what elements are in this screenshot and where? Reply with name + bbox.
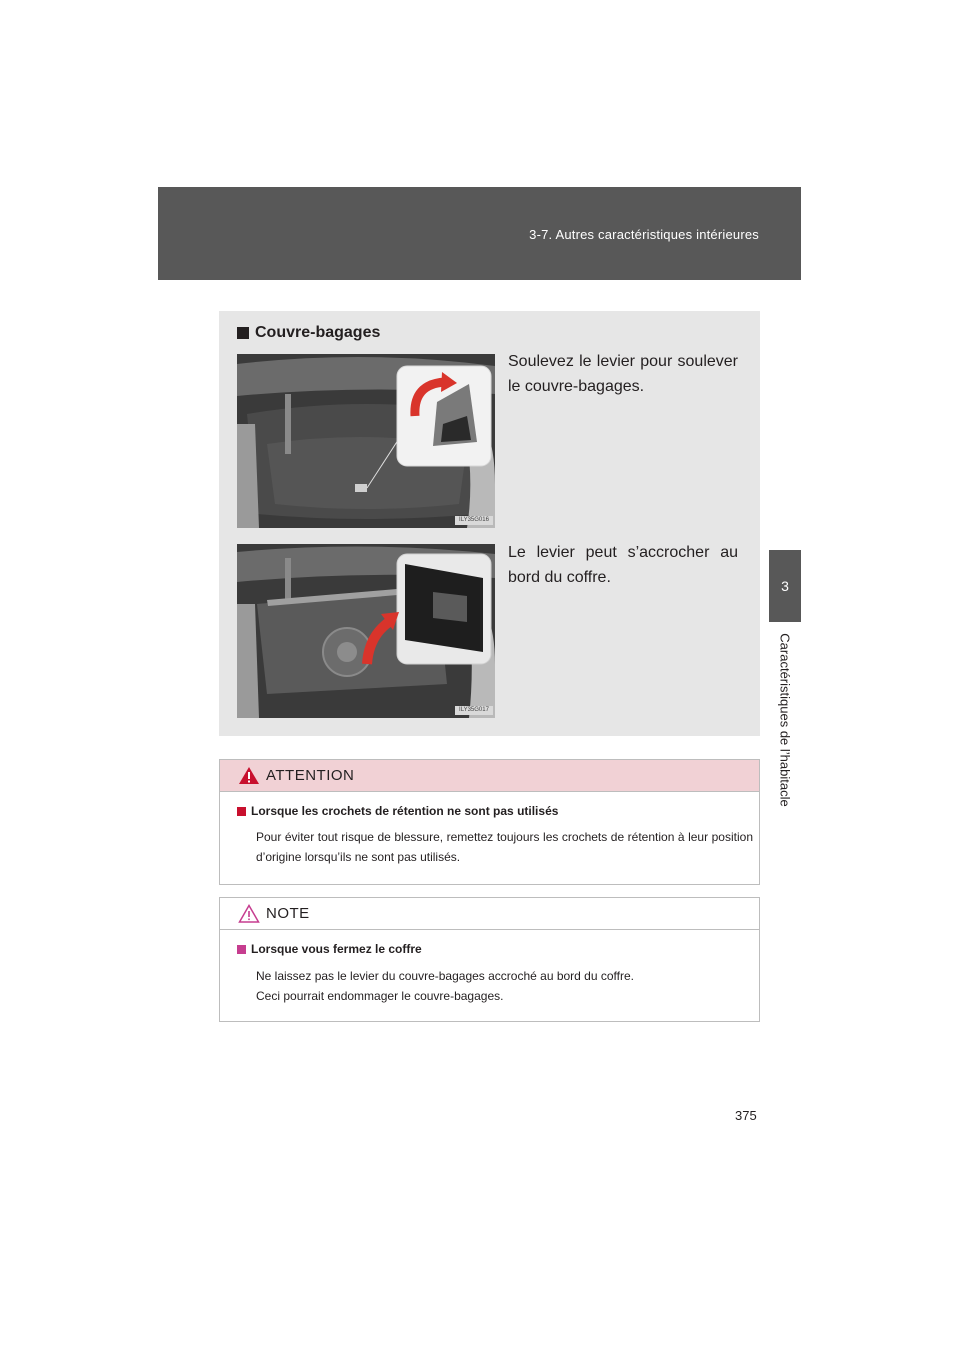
- attention-subheading-text: Lorsque les crochets de rétention ne sont pas utilisés: [251, 804, 559, 818]
- trunk-cover-panel: [219, 311, 760, 736]
- chapter-label-text: Caractéristiques de l’habitacle: [777, 633, 793, 807]
- bullet-square-icon: [237, 945, 246, 954]
- note-subheading: [237, 942, 422, 956]
- attention-subheading: [237, 804, 558, 818]
- note-line: Ne laissez pas le levier du couvre-bagages accroché au bord du coffre.: [256, 969, 634, 983]
- note-line: Ceci pourrait endommager le couvre-bagages.: [256, 989, 504, 1003]
- attention-box: [219, 759, 760, 885]
- header-title: 3-7. Autres caractéristiques intérieures: [529, 227, 759, 242]
- bullet-square-icon: [237, 807, 246, 816]
- note-label: NOTE: [266, 905, 310, 922]
- chapter-number: 3: [781, 578, 789, 594]
- attention-body: Pour éviter tout risque de blessure, remettez toujours les crochets de rétention à leur position d’origine lorsqu’ils ne sont pas utilisés.: [256, 830, 753, 864]
- section-heading: [237, 324, 380, 342]
- image-code: ILY35G017: [455, 706, 493, 715]
- page-number: 375: [735, 1108, 757, 1123]
- trunk-photo-lift-lever: [237, 354, 495, 528]
- image-code: ILY35G016: [455, 516, 493, 525]
- warning-triangle-icon: [238, 904, 260, 923]
- warning-triangle-icon: [238, 766, 260, 785]
- bullet-square-icon: [237, 327, 249, 339]
- chapter-tab: [769, 550, 801, 622]
- note-box: [219, 897, 760, 1022]
- header-band: [158, 187, 801, 280]
- note-header: [220, 898, 759, 930]
- step-text-lift-lever: Soulevez le levier pour soulever le couvre-bagages.: [508, 353, 738, 395]
- step-text-lever-hook: Le levier peut s’accrocher au bord du coffre.: [508, 544, 738, 586]
- trunk-photo-lever-hooked: [237, 544, 495, 718]
- attention-label: ATTENTION: [266, 767, 355, 784]
- attention-header: [220, 760, 759, 792]
- note-subheading-text: Lorsque vous fermez le coffre: [251, 942, 422, 956]
- section-heading-text: Couvre-bagages: [255, 324, 381, 341]
- note-body: [256, 966, 753, 1006]
